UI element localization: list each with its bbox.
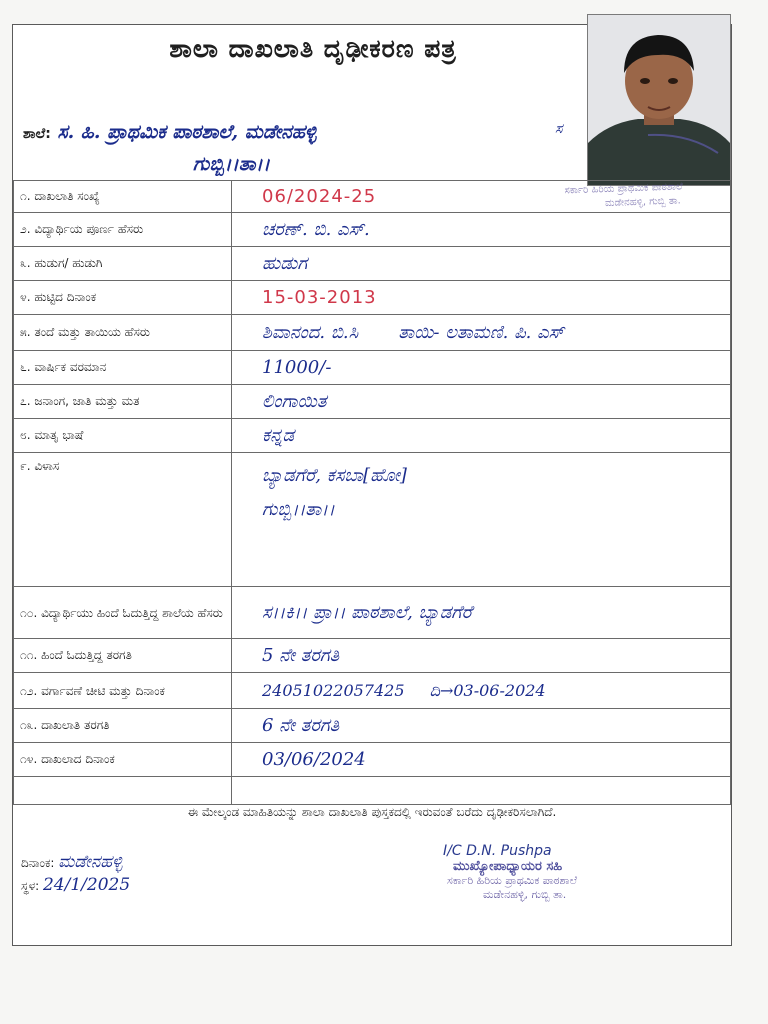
signature: I/C D.N. Pushpa (443, 843, 552, 859)
school-note: ಸ (555, 121, 563, 137)
table-row (14, 453, 731, 587)
address-line-2: ಗುಬ್ಬಿ।।ತಾ।। (262, 499, 335, 520)
row-label: ೭. ಜನಾಂಗ, ಜಾತಿ ಮತ್ತು ಮತ (14, 385, 232, 419)
row-label: ೪. ಹುಟ್ಟಿದ ದಿನಾಂಕ (14, 281, 232, 315)
table-row (14, 181, 731, 213)
stamp-line-2: ಮಡೇನಹಳ್ಳಿ, ಗುಬ್ಬಿ ತಾ. (604, 195, 681, 210)
table-row (14, 709, 731, 743)
row-label: ೧೪. ದಾಖಲಾದ ದಿನಾಂಕ (14, 743, 232, 777)
row-label: ೮. ಮಾತೃ ಭಾಷೆ (14, 419, 232, 453)
row-value (232, 453, 731, 587)
table-row (14, 351, 731, 385)
details-table (13, 180, 731, 805)
place-label: ಸ್ಥಳ: (21, 879, 40, 893)
stamp-line-1: ಸರ್ಕಾರಿ ಹಿರಿಯ ಪ್ರಾಥಮಿಕ ಪಾಠಶಾಲೆ (564, 181, 683, 197)
school-label: ಶಾಲೆ: (23, 126, 51, 142)
table-row (14, 639, 731, 673)
row-label: ೧೩. ದಾಖಲಾತಿ ತರಗತಿ (14, 709, 232, 743)
row-value-empty (232, 777, 731, 805)
stamp-place: ಮಡೇನಹಳ್ಳಿ, ಗುಬ್ಬಿ ತಾ. (483, 888, 567, 901)
row-value: 5 ನೇ ತರಗತಿ (232, 639, 731, 673)
row-value: ಸ।।ಕಿ।। ಪ್ರಾ।। ಪಾಠಶಾಲೆ, ಬ್ಯಾಡಗೆರೆ (232, 587, 731, 639)
row-label: ೨. ವಿದ್ಯಾರ್ಥಿಯ ಪೂರ್ಣ ಹೆಸರು (14, 213, 232, 247)
row-value: 06/2024-25 (232, 181, 731, 213)
row-value: ಕನ್ನಡ (232, 419, 731, 453)
row-label: ೧. ದಾಖಲಾತಿ ಸಂಖ್ಯೆ (14, 181, 232, 213)
row-label: ೫. ತಂದೆ ಮತ್ತು ತಾಯಿಯ ಹೆಸರು (14, 315, 232, 351)
certificate-sheet (12, 24, 732, 946)
tc-date: ದಿ→03-06-2024 (429, 680, 546, 700)
school-name: ಸ. ಹಿ. ಪ್ರಾಥಮಿಕ ಪಾಠಶಾಲೆ, ಮಡೇನಹಳ್ಳಿ (57, 121, 317, 143)
student-photo-image (588, 15, 730, 185)
table-row (14, 777, 731, 805)
school-block (23, 117, 583, 179)
row-value: ಲಿಂಗಾಯಿತ (232, 385, 731, 419)
table-row (14, 281, 731, 315)
headmaster-signature-block (443, 843, 683, 933)
table-row (14, 315, 731, 351)
row-value (232, 315, 731, 351)
table-row (14, 743, 731, 777)
place-value: ಮಡೇನಹಳ್ಳಿ (58, 852, 123, 872)
row-label-empty (14, 777, 232, 805)
row-label: ೯. ವಿಳಾಸ (14, 453, 232, 587)
row-value (232, 673, 731, 709)
table-row (14, 213, 731, 247)
table-row (14, 673, 731, 709)
date-label: ದಿನಾಂಕ: (21, 856, 55, 870)
declaration-text: ಈ ಮೇಲ್ಕಂಡ ಮಾಹಿತಿಯನ್ನು ಶಾಲಾ ದಾಖಲಾತಿ ಪುಸ್ತಕದಲ್ಲಿ ಇರುವಂತೆ ಬರೆದು ದೃಢೀಕರಿಸಲಾಗಿದೆ. (187, 805, 557, 819)
stamp-org: ಸರ್ಕಾರಿ ಹಿರಿಯ ಪ್ರಾಥಮಿಕ ಪಾಠಶಾಲೆ (447, 874, 578, 887)
row-value: 03/06/2024 (232, 743, 731, 777)
row-value: ಚರಣ್. ಬಿ. ಎಸ್. (232, 213, 731, 247)
date-place-block (21, 851, 130, 897)
address-line-1: ಬ್ಯಾಡಗೆರೆ, ಕಸಬಾ[ಹೋ] (262, 465, 407, 486)
table-row (14, 587, 731, 639)
father-name: ಶಿವಾನಂದ. ಬಿ.ಸಿ (262, 322, 359, 343)
row-label: ೬. ವಾರ್ಷಿಕ ವರಮಾನ (14, 351, 232, 385)
date-value: 24/1/2025 (42, 875, 131, 895)
row-value: 11000/- (232, 351, 731, 385)
table-row (14, 247, 731, 281)
row-value: ಹುಡುಗ (232, 247, 731, 281)
row-value: 15-03-2013 (232, 281, 731, 315)
row-label: ೧೨. ವರ್ಗಾವಣೆ ಚೀಟಿ ಮತ್ತು ದಿನಾಂಕ (14, 673, 232, 709)
tc-number: 24051022057425 (262, 680, 405, 700)
document-title: ಶಾಲಾ ದಾಖಲಾತಿ ದೃಢೀಕರಣ ಪತ್ರ (169, 34, 457, 63)
school-taluk: ಗುಬ್ಬಿ।।ತಾ।। (193, 153, 270, 175)
mother-name: ತಾಯಿ- ಲತಾಮಣಿ. ಪಿ. ಎಸ್ (398, 322, 565, 343)
row-label: ೧೦. ವಿದ್ಯಾರ್ಥಿಯು ಹಿಂದೆ ಓದುತ್ತಿದ್ದ ಶಾಲೆಯ ಹೆಸರು (14, 587, 232, 639)
table-row (14, 385, 731, 419)
row-label: ೧೧. ಹಿಂದೆ ಓದುತ್ತಿದ್ದ ತರಗತಿ (14, 639, 232, 673)
row-value: 6 ನೇ ತರಗತಿ (232, 709, 731, 743)
row-label: ೩. ಹುಡುಗ/ ಹುಡುಗಿ (14, 247, 232, 281)
table-row (14, 419, 731, 453)
signature-role: ಮುಖ್ಯೋಪಾಧ್ಯಾಯರ ಸಹಿ (453, 859, 563, 874)
student-photo (587, 14, 731, 186)
